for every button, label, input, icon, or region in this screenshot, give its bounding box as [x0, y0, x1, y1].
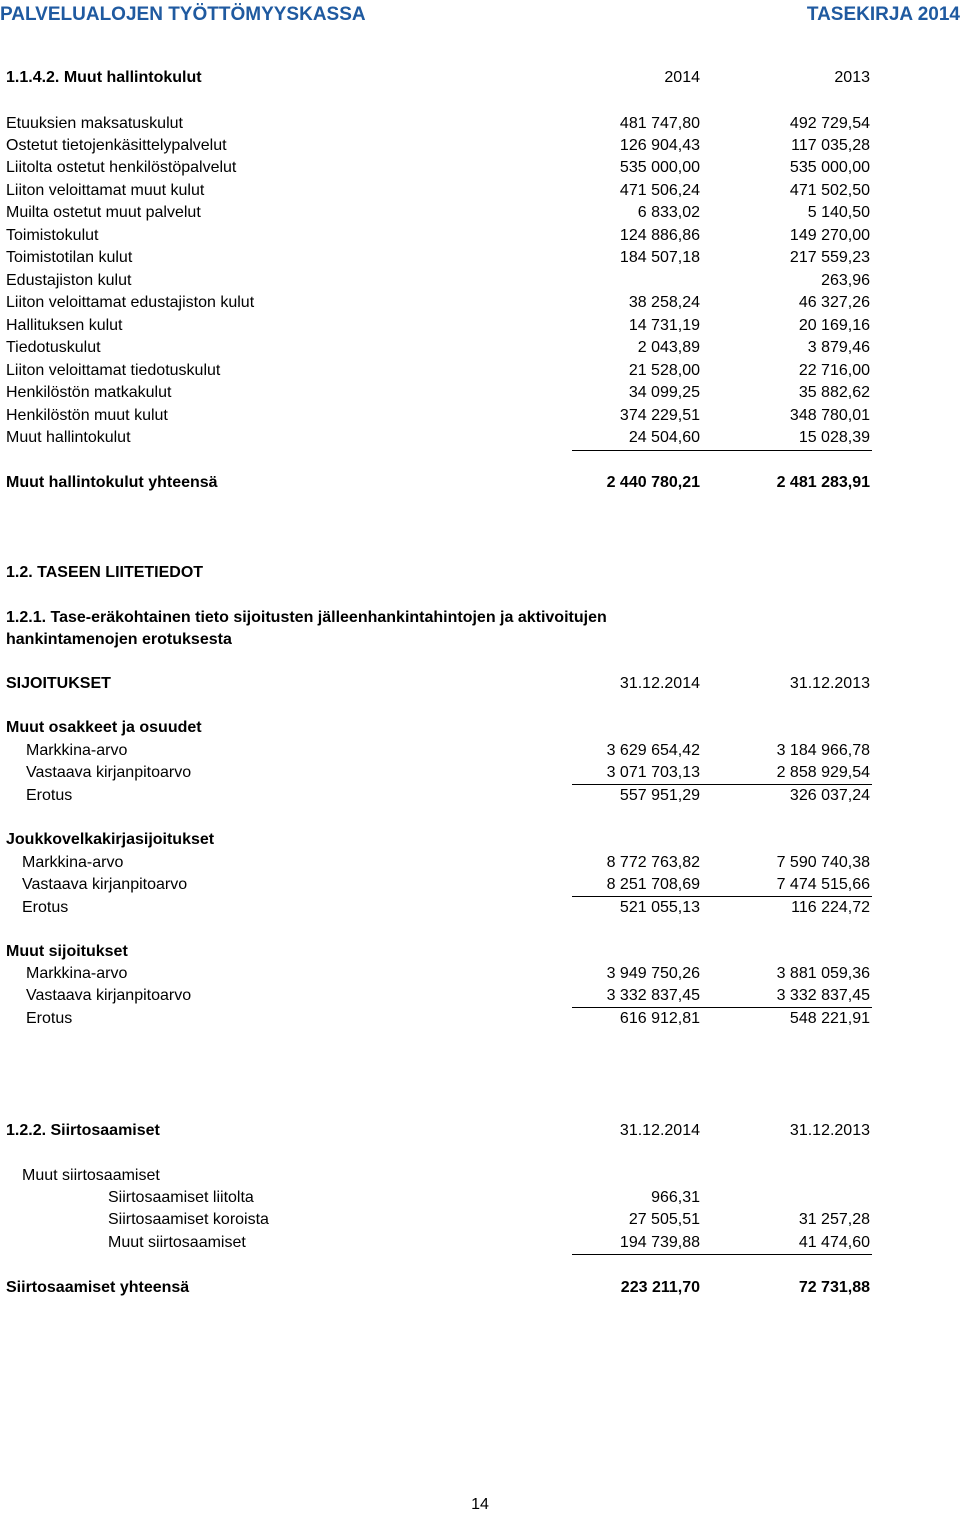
group-label: Muut siirtosaamiset: [22, 1167, 160, 1184]
value-2014: 38 258,24: [628, 294, 700, 311]
table-row: [108, 1209, 876, 1231]
row-label: Edustajiston kulut: [6, 272, 132, 289]
table-row: [6, 157, 876, 179]
year-2013-header: 2013: [834, 69, 870, 86]
value-2014: 8 251 708,69: [606, 876, 700, 893]
table-row: [6, 337, 876, 359]
value-2013: 548 221,91: [789, 1010, 870, 1027]
value-2014: 34 099,25: [628, 384, 700, 401]
value-2013: 7 590 740,38: [776, 854, 870, 871]
table-row: [26, 963, 876, 985]
row-label: Liiton veloittamat tiedotuskulut: [6, 362, 221, 379]
row-label: Erotus: [22, 899, 69, 916]
row-label: Vastaava kirjanpitoarvo: [26, 764, 192, 781]
subsection-title: 1.2.2. Siirtosaamiset: [6, 1122, 160, 1139]
subsection-title: 1.2.1. Tase-eräkohtainen tieto sijoitusten jälleenhankintahintojen ja aktivoitujen: [6, 609, 607, 626]
value-2014: 471 506,24: [619, 182, 700, 199]
value-2013: 116 224,72: [791, 899, 870, 916]
row-label: Vastaava kirjanpitoarvo: [22, 876, 188, 893]
value-2013: 263,96: [821, 272, 870, 289]
year-2014-header: 2014: [664, 69, 700, 86]
row-label: Toimistotilan kulut: [6, 249, 133, 266]
value-2013: 3 184 966,78: [776, 742, 870, 759]
row-label: Muut hallintokulut: [6, 429, 131, 446]
value-2013: 46 327,26: [798, 294, 870, 311]
table-row: [22, 874, 876, 896]
table-row: [6, 247, 876, 269]
row-label: Siirtosaamiset liitolta: [108, 1189, 254, 1206]
sum-rule: [572, 450, 872, 451]
value-2013: 7 474 515,66: [776, 876, 870, 893]
table-row: [6, 113, 876, 135]
row-label: Ostetut tietojenkäsittelypalvelut: [6, 137, 227, 154]
group-title: [6, 829, 876, 851]
table-row: [6, 382, 876, 404]
value-2014: 3 071 703,13: [606, 764, 700, 781]
table-row: [6, 180, 876, 202]
date-2013-header: 31.12.2013: [789, 1122, 870, 1139]
value-2013: 535 000,00: [789, 159, 870, 176]
table-row: [26, 985, 876, 1007]
value-2013: 2 858 929,54: [776, 764, 870, 781]
value-2014: 481 747,80: [619, 115, 700, 132]
value-2013: 3 332 837,45: [776, 987, 870, 1004]
value-2014: 124 886,86: [619, 227, 700, 244]
group-title: [6, 717, 876, 739]
row-label: Erotus: [26, 1010, 73, 1027]
page-number: 14: [471, 1496, 489, 1513]
table-total-row: [6, 472, 876, 494]
total-2014: 2 440 780,21: [606, 474, 700, 491]
row-label: Liitolta ostetut henkilöstöpalvelut: [6, 159, 237, 176]
row-label: Erotus: [26, 787, 73, 804]
row-label: Hallituksen kulut: [6, 317, 123, 334]
table-row: [108, 1232, 876, 1254]
total-2013: 2 481 283,91: [776, 474, 870, 491]
admin-costs-heading: [6, 67, 876, 89]
group-label: Joukkovelkakirjasijoitukset: [6, 831, 215, 848]
value-2014: 27 505,51: [628, 1211, 700, 1228]
group-title: [6, 941, 876, 963]
section-title: 1.2. TASEEN LIITETIEDOT: [6, 564, 204, 581]
value-2013: 5 140,50: [807, 204, 870, 221]
row-label: Markkina-arvo: [22, 854, 124, 871]
total-label: Siirtosaamiset yhteensä: [6, 1279, 190, 1296]
value-2014: 14 731,19: [628, 317, 700, 334]
value-2014: 3 332 837,45: [606, 987, 700, 1004]
value-2014: 8 772 763,82: [606, 854, 700, 871]
row-label: Henkilöstön matkakulut: [6, 384, 172, 401]
table-row: [6, 270, 876, 292]
value-2013: 149 270,00: [789, 227, 870, 244]
value-2013: 471 502,50: [789, 182, 870, 199]
table-row: [6, 315, 876, 337]
total-2013: 72 731,88: [798, 1279, 870, 1296]
date-2013-header: 31.12.2013: [789, 675, 870, 692]
value-2013: 3 881 059,36: [776, 965, 870, 982]
investments-header-row: [6, 673, 876, 695]
date-2014-header: 31.12.2014: [619, 1122, 700, 1139]
row-label: Tiedotuskulut: [6, 339, 101, 356]
table-row: [26, 785, 876, 807]
header-organization: PALVELUALOJEN TYÖTTÖMYYSKASSA: [0, 4, 366, 25]
section-title: 1.1.4.2. Muut hallintokulut: [6, 69, 202, 86]
accruals-header-row: [6, 1120, 876, 1142]
table-row: [6, 427, 876, 449]
value-2014: 557 951,29: [619, 787, 700, 804]
row-label: Etuuksien maksatuskulut: [6, 115, 183, 132]
value-2014: 535 000,00: [619, 159, 700, 176]
total-2014: 223 211,70: [620, 1279, 700, 1296]
value-2013: 326 037,24: [789, 787, 870, 804]
table-row: [26, 1008, 876, 1030]
investments-label: SIJOITUKSET: [6, 675, 111, 692]
row-label: Liiton veloittamat muut kulut: [6, 182, 205, 199]
group-label: Muut osakkeet ja osuudet: [6, 719, 202, 736]
table-row: [26, 740, 876, 762]
value-2013: 217 559,23: [789, 249, 870, 266]
value-2014: 521 055,13: [619, 899, 700, 916]
value-2013: 117 035,28: [791, 137, 870, 154]
value-2013: 15 028,39: [798, 429, 870, 446]
row-label: Henkilöstön muut kulut: [6, 407, 168, 424]
row-label: Muut siirtosaamiset: [108, 1234, 246, 1251]
value-2014: 21 528,00: [628, 362, 700, 379]
table-row: [6, 225, 876, 247]
value-2013: 492 729,54: [789, 115, 870, 132]
value-2013: 22 716,00: [798, 362, 870, 379]
value-2014: 2 043,89: [637, 339, 700, 356]
sum-rule: [572, 1254, 872, 1255]
value-2014: 374 229,51: [619, 407, 700, 424]
table-row: [22, 897, 876, 919]
value-2013: 20 169,16: [798, 317, 870, 334]
header-document-title: TASEKIRJA 2014: [806, 4, 960, 25]
balance-subtitle-1: [6, 607, 876, 629]
balance-subtitle-2: [6, 629, 876, 651]
table-row: [6, 135, 876, 157]
table-row: [22, 852, 876, 874]
table-row: [6, 292, 876, 314]
value-2014: 3 629 654,42: [606, 742, 700, 759]
group-title: [22, 1165, 876, 1187]
row-label: Markkina-arvo: [26, 742, 128, 759]
value-2014: 6 833,02: [637, 204, 700, 221]
value-2013: 3 879,46: [807, 339, 870, 356]
value-2013: 31 257,28: [798, 1211, 870, 1228]
row-label: Markkina-arvo: [26, 965, 128, 982]
value-2013: 41 474,60: [798, 1234, 870, 1251]
table-row: [6, 360, 876, 382]
value-2014: 194 739,88: [619, 1234, 700, 1251]
value-2014: 126 904,43: [619, 137, 700, 154]
table-row: [6, 202, 876, 224]
value-2014: 184 507,18: [619, 249, 700, 266]
table-row: [26, 762, 876, 784]
table-row: [108, 1187, 876, 1209]
subsection-title-cont: hankintamenojen erotuksesta: [6, 631, 232, 648]
table-row: [6, 405, 876, 427]
row-label: Siirtosaamiset koroista: [108, 1211, 269, 1228]
row-label: Muilta ostetut muut palvelut: [6, 204, 201, 221]
row-label: Vastaava kirjanpitoarvo: [26, 987, 192, 1004]
value-2014: 24 504,60: [628, 429, 700, 446]
value-2013: 35 882,62: [798, 384, 870, 401]
group-label: Muut sijoitukset: [6, 943, 128, 960]
row-label: Liiton veloittamat edustajiston kulut: [6, 294, 255, 311]
total-label: Muut hallintokulut yhteensä: [6, 474, 218, 491]
value-2014: 3 949 750,26: [606, 965, 700, 982]
date-2014-header: 31.12.2014: [619, 675, 700, 692]
balance-heading: [6, 562, 876, 584]
row-label: Toimistokulut: [6, 227, 99, 244]
value-2013: 348 780,01: [789, 407, 870, 424]
value-2014: 616 912,81: [619, 1010, 700, 1027]
table-total-row: [6, 1277, 876, 1299]
value-2014: 966,31: [651, 1189, 700, 1206]
